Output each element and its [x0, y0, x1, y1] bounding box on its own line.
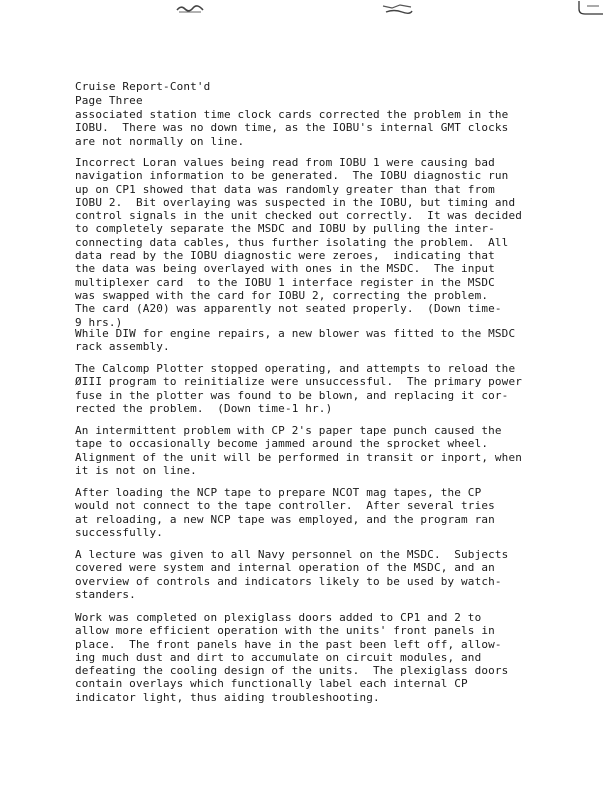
paragraph-tape-punch: An intermittent problem with CP 2's paper tape punch caused the tape to occasionally become jammed around the sprocket wheel. Alignment of the unit will be performed in transit or inport, when it is not on line. — [75, 424, 522, 477]
page-number: Page Three — [75, 94, 143, 107]
report-title: Cruise Report-Cont'd — [75, 80, 211, 93]
corner-stamp — [577, 0, 605, 16]
paragraph-ncp-tape: After loading the NCP tape to prepare NCOT mag tapes, the CP would not connect to the tape controller. After several tries at reloading, a new NCP tape was employed, and the program ran successfully. — [75, 486, 495, 539]
paragraph-gmt-clocks: associated station time clock cards corrected the problem in the IOBU. There was no down time, as the IOBU's internal GMT clocks are not normally on line. — [75, 108, 509, 148]
paragraph-calcomp-plotter: The Calcomp Plotter stopped operating, and attempts to reload the ØIII program to reinitialize were unsuccessful. The primary power fuse in the plotter was found to be blown, and replacing it cor- rected the problem. (Down time-1 hr.) — [75, 362, 522, 415]
scan-mark-center — [380, 2, 414, 16]
paragraph-lecture: A lecture was given to all Navy personnel on the MSDC. Subjects covered were system and internal operation of the MSDC, and an overview of controls and indicators likely to be used by watch- standers. — [75, 548, 509, 601]
scan-mark-left — [175, 2, 205, 16]
paragraph-blower: While DIW for engine repairs, a new blower was fitted to the MSDC rack assembly. — [75, 327, 516, 354]
paragraph-plexiglass-doors: Work was completed on plexiglass doors added to CP1 and 2 to allow more efficient operation with the units' front panels in place. The front panels have in the past been left off, allow- ing much dust and dirt to accumulate on circuit modules, and defeating the cooling design of the units. The plexiglass doors contain overlays which functionally label each internal CP indicator light, thus aiding troubleshooting. — [75, 611, 509, 704]
paragraph-loran-values: Incorrect Loran values being read from IOBU 1 were causing bad navigation information to be generated. The IOBU diagnostic run up on CP1 showed that data was randomly greater than that from IOBU 2. Bit overlaying was suspected in the IOBU, but timing and control signals in the unit checked out correctly. It was decided to completely separate the MSDC and IOBU by pulling the inter- connecting data cables, thus further isolating the problem. All data read by the IOBU diagnostic were zeroes, indicating that the data was being overlayed with ones in the MSDC. The input multiplexer card to the IOBU 1 interface register in the MSDC was swapped with the card for IOBU 2, correcting the problem. The card (A20) was apparently not seated properly. (Down time- 9 hrs.) — [75, 156, 522, 329]
